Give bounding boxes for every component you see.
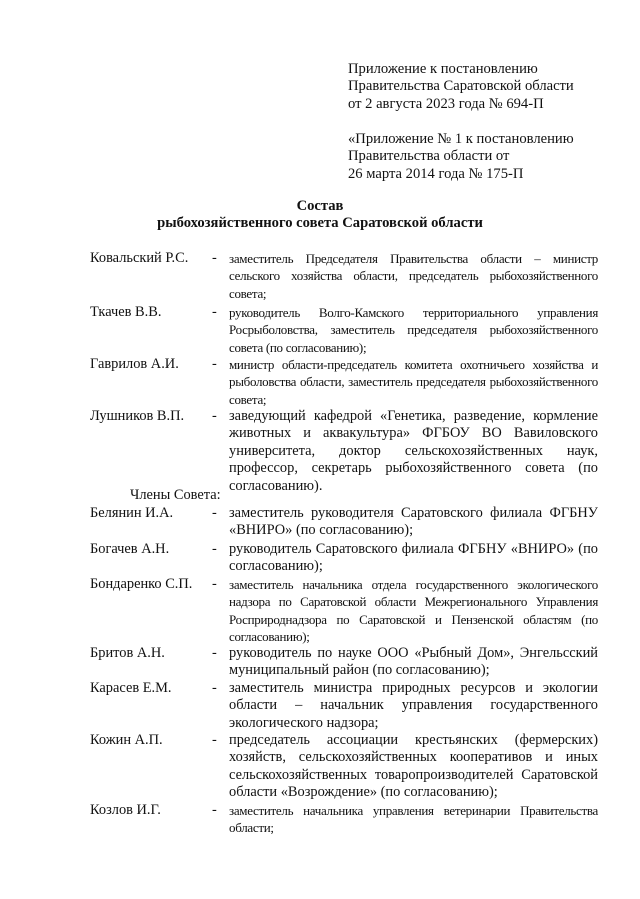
member-name: Кожин А.П. <box>90 732 163 748</box>
sub-appendix-line: 26 марта 2014 года № 175-П <box>348 165 524 182</box>
member-role: министр области-председатель комитета охотничьего хозяйства и рыболовства области, заместитель председателя рыбохозяйственного совета; <box>229 357 598 407</box>
separator-dash: - <box>212 732 217 748</box>
appendix-line: Приложение к постановлению <box>348 61 538 77</box>
member-role: заместитель Председателя Правительства области – министр сельского хозяйства области, председатель рыбохозяйственного совета; <box>229 251 598 301</box>
sub-appendix-header <box>348 131 618 183</box>
member-name: Ковальский Р.С. <box>90 250 189 266</box>
member-name: Бондаренко С.П. <box>90 576 193 592</box>
member-role: руководитель по науке ООО «Рыбный Дом», Энгельсский муниципальный район (по согласованию); <box>229 645 598 679</box>
separator-dash: - <box>212 250 217 266</box>
member-role: заведующий кафедрой «Генетика, разведение, кормление животных и аквакультура» ФГБОУ ВО Вавиловского университета, доктор сельскохозяйственных наук, профессор, секретарь рыбохозяйственного совета (по согласованию). <box>229 408 598 494</box>
member-name: Козлов И.Г. <box>90 802 161 818</box>
member-name: Белянин И.А. <box>90 505 174 521</box>
member-role: заместитель министра природных ресурсов и экологии области – начальник управления государственного экологического надзора; <box>229 680 598 731</box>
separator-dash: - <box>212 304 217 320</box>
appendix-header <box>348 61 618 113</box>
separator-dash: - <box>212 802 217 818</box>
member-name: Лушников В.П. <box>90 408 185 424</box>
separator-dash: - <box>212 645 217 661</box>
member-role: руководитель Саратовского филиала ФГБНУ «ВНИРО» (по согласованию); <box>229 541 598 575</box>
member-name: Карасев Е.М. <box>90 680 172 696</box>
appendix-line: от 2 августа 2023 года № 694-П <box>348 95 544 112</box>
member-role: заместитель руководителя Саратовского филиала ФГБНУ «ВНИРО» (по согласованию); <box>229 505 598 539</box>
document-title <box>0 198 640 233</box>
separator-dash: - <box>212 356 217 372</box>
sub-appendix-line: «Приложение № 1 к постановлению <box>348 131 574 147</box>
member-role: руководитель Волго-Камского территориального управления Росрыболовства, заместитель председателя рыбохозяйственного совета (по согласованию); <box>229 305 598 355</box>
member-role: председатель ассоциации крестьянских (фермерских) хозяйств, сельскохозяйственных кооперативов и иных сельскохозяйственных товаропроизводителей Саратовской области «Возрождение» (по согласованию); <box>229 732 598 801</box>
member-name: Ткачев В.В. <box>90 304 162 320</box>
appendix-line: Правительства Саратовской области <box>348 78 574 95</box>
member-role: заместитель начальника управления ветеринарии Правительства области; <box>229 803 598 836</box>
sub-appendix-line: Правительства области от <box>348 148 510 165</box>
members-section-label: Члены Совета: <box>130 487 221 503</box>
separator-dash: - <box>212 505 217 521</box>
separator-dash: - <box>212 541 217 557</box>
member-name: Бритов А.Н. <box>90 645 165 661</box>
title-line-1: Состав <box>296 198 344 214</box>
separator-dash: - <box>212 408 217 424</box>
separator-dash: - <box>212 576 217 592</box>
member-name: Гаврилов А.И. <box>90 356 179 372</box>
separator-dash: - <box>212 680 217 696</box>
member-name: Богачев А.Н. <box>90 541 170 557</box>
member-role: заместитель начальника отдела государственного экологического надзора по Саратовской области Межрегионального Управления Росприроднадзора по Саратовской и Пензенской областям (по согласованию); <box>229 577 598 645</box>
title-line-2: рыбохозяйственного совета Саратовской области <box>157 215 483 232</box>
